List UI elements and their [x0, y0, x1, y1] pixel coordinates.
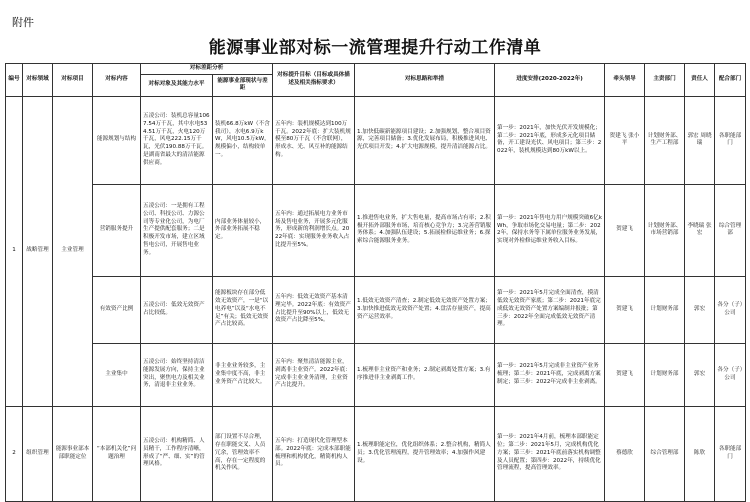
cell-person: 陈欣 [685, 406, 715, 501]
cell-lead: 贺建飞 [605, 184, 645, 276]
table-row [6, 343, 746, 406]
page-title: 能源事业部对标一流管理提升行动工作清单 [208, 38, 542, 58]
table-row [6, 184, 746, 276]
header-lead: 牵头领导 [605, 64, 645, 97]
cell-goal: 五年内：打造现代化管理型本部。2022年底：完成本部职能梳理和机构优化，精简机构人员。 [273, 406, 355, 501]
header-domain: 对标领域 [23, 64, 53, 97]
cell-dept: 计划财务部 [645, 276, 685, 343]
cell-dept: 计划财务部、生产工程部 [645, 96, 685, 184]
row-no: 2 [6, 406, 23, 501]
header-schedule: 进度安排(2020-2022年) [495, 64, 605, 97]
cell-dept: 综合管理部 [645, 406, 685, 501]
cell-person: 李晓瑞 张宏 [685, 184, 715, 276]
cell-target-level: 五凌公司：装机总容量1067.54万千瓦，其中水电534.51万千瓦，火电120万千瓦，风电222.15万千瓦，光伏190.88万千瓦。是湖南省最大的清洁能源供应商。 [141, 96, 213, 184]
row-no: 1 [6, 96, 23, 406]
cell-content: “本部机关化”问题治理 [93, 406, 141, 501]
cell-person: 郭宏 [685, 276, 715, 343]
header-measures: 对标思路和举措 [355, 64, 495, 97]
cell-measures: 1.低效无效资产清查；2.制定低效无效资产处置方案；3.加快推进低效无效资产处置；4.盘活存量资产，提高资产运营效率。 [355, 276, 495, 343]
cell-lead: 贺建飞 张小平 [605, 96, 645, 184]
cell-person: 郭宏 [685, 343, 715, 406]
cell-schedule: 第一步：2021年售电力用户规模突破6亿kWh，争取市场化交易电量；第二步：2022年，保持水务等下属单位服务业务发展，实现对外检修运维业务收入目标。 [495, 184, 605, 276]
cell-goal: 五年内：低效无效资产基本清理完毕。2022年底：有效资产占比提升至90%以上，低效无效资产占比降至5%。 [273, 276, 355, 343]
attachment-label: 附件 [12, 16, 34, 29]
cell-lead: 蔡德欣 [605, 406, 645, 501]
cell-target-level: 五凌公司：一是拥有工程公司、科技公司、力源公司等专业化公司，为电厂生产提供配套服务；二是积极开发市场，建立区域售电公司，开展售电业务。 [141, 184, 213, 276]
cell-person: 郭宏 周晓瑞 [685, 96, 715, 184]
cell-goal: 五年内：装机规模达到100万千瓦。2022年底：扩大装机规模至80万千瓦（不含联网），形成水、光、风互补的能源结构。 [273, 96, 355, 184]
cell-coop: 各分（子）公司 [715, 343, 746, 406]
cell-own-level: 内部业务体量较小，外部业务拓展不稳定。 [213, 184, 273, 276]
cell-coop: 综合管理部 [715, 184, 746, 276]
cell-measures: 1.梳理职能定位，优化组织体系；2.整合机构，精简人员；3.优化管理流程，提升管理效率；4.加强作风建设。 [355, 406, 495, 501]
cell-schedule: 第一步：2021年，加快光伏开发规模化；第二步：2021年底，形成多元化项目储备，开工建设光伏、风电项目；第三步：2022年，装机规模达到80万kW以上。 [495, 96, 605, 184]
cell-own-level: 部门设置不尽合理，存在职能交叉、人员冗余，管理效率不高，存在一定程度的机关作风。 [213, 406, 273, 501]
cell-content: 能源规划与结构 [93, 96, 141, 184]
cell-target-level: 五凌公司：机构精简、人员精干，工作程序清晰，形成了“严、细、实”的管理风格。 [141, 406, 213, 501]
cell-own-level: 装机66.8万kW（不含我司），水电6.9万kW，风电10.5万kW，规模偏小，结构较单一。 [213, 96, 273, 184]
cell-coop: 各职能部门 [715, 406, 746, 501]
header-person: 责任人 [685, 64, 715, 97]
cell-schedule: 第一步：2021年4月前，梳理本部职能定位；第二步：2021年5月，完成机构优化方案；第三步：2021年底前落实机构调整及人员配置；第四步：2022年，持续优化管理流程，提高管理效率。 [495, 406, 605, 501]
cell-coop: 各分（子）公司 [715, 276, 746, 343]
header-content: 对标内容 [93, 64, 141, 97]
cell-goal: 五年内：聚焦清洁能源主业，剥离非主业资产。2022年底：完成非主业业务清理，主业资产占比提升。 [273, 343, 355, 406]
cell-measures: 1.加快低碳新能源项目建设；2.加强规划，整合项目资源，完善项目储备；3.优化发展布局，积极推进风电、光伏项目开发；4.扩大电源规模，提升清洁能源占比。 [355, 96, 495, 184]
header-item: 对标项目 [53, 64, 93, 97]
table-row [6, 406, 746, 501]
cell-content: 营销服务提升 [93, 184, 141, 276]
cell-schedule: 第一步：2021年5月完成非主业资产业务梳理；第二步：2021年底，完成剥离方案制定；第三步：2022年完成非主业剥离。 [495, 343, 605, 406]
cell-content: 主业集中 [93, 343, 141, 406]
row-domain: 战略管理 [23, 96, 53, 406]
cell-target-level: 五凌公司：始终坚持清洁能源发展方向，保持主业突出，聚焦电力及相关业务，清退非主业业务。 [141, 343, 213, 406]
cell-dept: 计划财务部 [645, 343, 685, 406]
cell-dept: 计划财务部、市场营销部 [645, 184, 685, 276]
header-own-level: 能源事业部现状与差距 [213, 74, 273, 96]
table-row [6, 276, 746, 343]
row-item: 能源事业部本部职能定位 [53, 406, 93, 501]
cell-lead: 贺建飞 [605, 343, 645, 406]
header-dept: 主责部门 [645, 64, 685, 97]
header-analysis: 对标差距分析 [141, 64, 273, 75]
cell-own-level: 非主业业务较多，主业集中度不高，非主业务资产占比较大。 [213, 343, 273, 406]
header-coop: 配合部门 [715, 64, 746, 97]
cell-content: 有效资产比例 [93, 276, 141, 343]
cell-coop: 各职能部门 [715, 96, 746, 184]
row-domain: 组织管理 [23, 406, 53, 501]
action-list-table [5, 63, 746, 502]
cell-own-level: 能源板块存在部分低效无效资产，一是“以电养电”以及“水电不足”有关；低效无效资产占比较高。 [213, 276, 273, 343]
row-item: 主业管理 [53, 96, 93, 406]
header-no: 编号 [6, 64, 23, 97]
cell-goal: 五年内：通过拓展电力业务市场及售电业务，开展多元化服务，形成新的利润增长点。2022年底：实现服务业务收入占比提升至5%。 [273, 184, 355, 276]
cell-measures: 1.梳理非主业资产和业务；2.制定剥离处置方案；3.有序推进非主业剥离工作。 [355, 343, 495, 406]
table-row [6, 96, 746, 184]
header-target-level: 对标对象及其能力水平 [141, 74, 213, 96]
cell-lead: 贺建飞 [605, 276, 645, 343]
cell-target-level: 五凌公司：低效无效资产占比较低。 [141, 276, 213, 343]
cell-measures: 1.推进售电业务，扩大售电量，提高市场占有率；2.积极开拓外部服务市场，培育核心竞争力；3.完善营销服务体系；4.加强队伍建设；5.拓展检修运维业务；6.探索综合能源服务业务。 [355, 184, 495, 276]
header-goal: 对标提升目标（目标或具体描述及相关指标要求） [273, 64, 355, 97]
cell-schedule: 第一步：2021年5月完成全面清查，摸清低效无效资产家底；第二步：2021年底完成低效无效资产处置方案编制并报批；第三步：2022年全面完成低效无效资产清理。 [495, 276, 605, 343]
